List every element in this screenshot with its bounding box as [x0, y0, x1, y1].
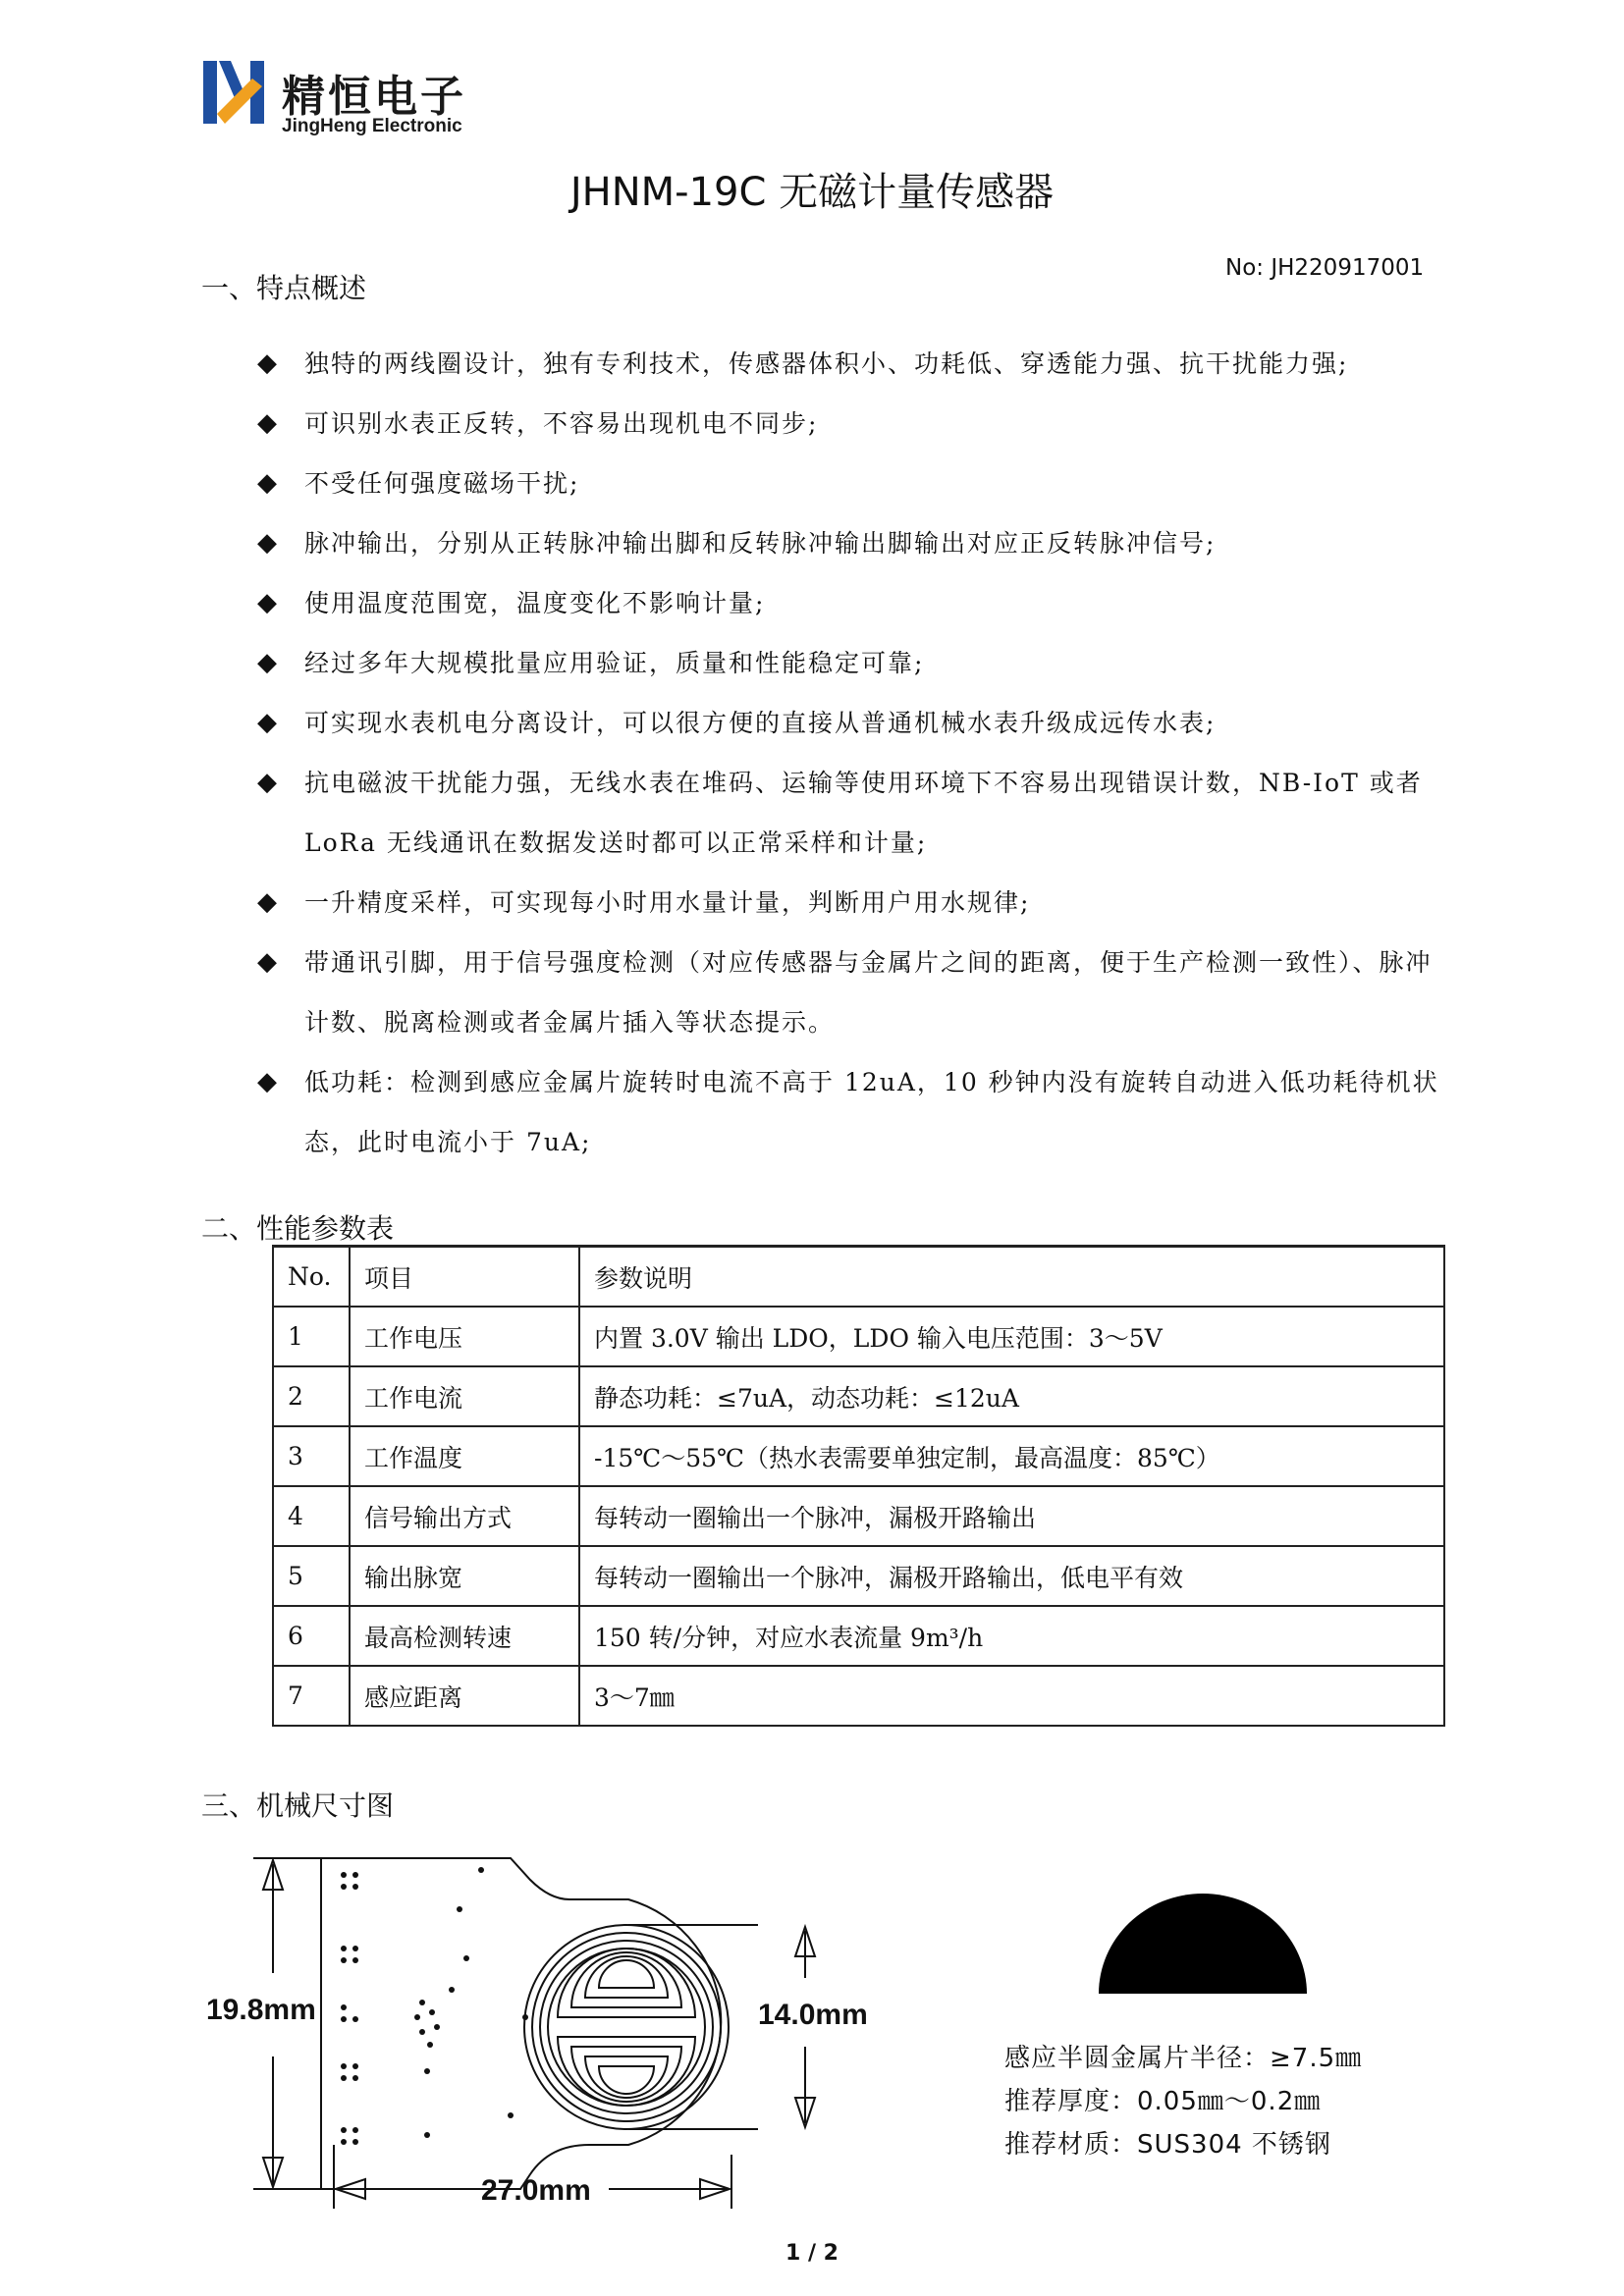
diamond-bullet-icon: ◆: [257, 887, 279, 917]
diamond-bullet-icon: ◆: [257, 947, 279, 977]
table-cell: 150 转/分钟，对应水表流量 9m³/h: [579, 1606, 1444, 1666]
feature-item: ◆ 可实现水表机电分离设计，可以很方便的直接从普通机械水表升级成远传水表;: [257, 693, 1445, 753]
diamond-bullet-icon: ◆: [257, 648, 279, 677]
table-header-cell: 项目: [350, 1247, 579, 1308]
metal-sheet-specs: [1004, 2037, 1362, 2166]
feature-item: ◆ 可识别水表正反转，不容易出现机电不同步;: [257, 394, 1445, 454]
feature-item: ◆ 一升精度采样，可实现每小时用水量计量，判断用户用水规律;: [257, 873, 1445, 933]
table-cell: 最高检测转速: [350, 1606, 579, 1666]
spec-thickness: 推荐厚度：0.05㎜～0.2㎜: [1004, 2087, 1322, 2116]
table-cell: 感应距离: [350, 1666, 579, 1726]
diamond-bullet-icon: ◆: [257, 1067, 279, 1096]
table-header-cell: No.: [273, 1247, 350, 1308]
spec-material: 推荐材质：SUS304 不锈钢: [1004, 2130, 1331, 2160]
feature-item: ◆ 不受任何强度磁场干扰;: [257, 454, 1445, 513]
dimension-height-label: 19.8mm: [206, 1994, 316, 2026]
diamond-bullet-icon: ◆: [257, 408, 279, 438]
feature-item: ◆ 抗电磁波干扰能力强，无线水表在堆码、运输等使用环境下不容易出现错误计数，NB-IoT 或者 LoRa 无线通讯在数据发送时都可以正常采样和计量;: [257, 753, 1445, 873]
table-header-row: [273, 1247, 1444, 1308]
feature-item: ◆ 低功耗：检测到感应金属片旋转时电流不高于 12uA，10 秒钟内没有旋转自动进入低功耗待机状态，此时电流小于 7uA;: [257, 1052, 1445, 1172]
table-cell: -15℃～55℃（热水表需要单独定制，最高温度：85℃）: [579, 1426, 1444, 1486]
diamond-bullet-icon: ◆: [257, 468, 279, 498]
table-cell: 静态功耗：≤7uA，动态功耗：≤12uA: [579, 1366, 1444, 1426]
diamond-bullet-icon: ◆: [257, 348, 279, 378]
table-row: [273, 1307, 1444, 1366]
dimension-width-label: 27.0mm: [481, 2174, 591, 2207]
table-cell: 工作电压: [350, 1307, 579, 1366]
company-name-en: JingHeng Electronic: [282, 116, 462, 136]
table-row: [273, 1546, 1444, 1606]
dimension-coil-label: 14.0mm: [758, 1999, 868, 2031]
mechanical-drawing: [196, 1850, 943, 2223]
table-cell: 7: [273, 1666, 350, 1726]
table-cell: 每转动一圈输出一个脉冲，漏极开路输出，低电平有效: [579, 1546, 1444, 1606]
diamond-bullet-icon: ◆: [257, 768, 279, 797]
table-cell: 工作温度: [350, 1426, 579, 1486]
table-cell: 3～7㎜: [579, 1666, 1444, 1726]
half-circle-metal-sheet: [1095, 1890, 1311, 1998]
page-number: 1 / 2: [785, 2241, 839, 2266]
diamond-bullet-icon: ◆: [257, 528, 279, 558]
document-title: JHNM-19C 无磁计量传感器: [569, 170, 1055, 215]
table-cell: 4: [273, 1486, 350, 1546]
feature-item: ◆ 带通讯引脚，用于信号强度检测（对应传感器与金属片之间的距离，便于生产检测一致性）、脉冲计数、脱离检测或者金属片插入等状态提示。: [257, 933, 1445, 1052]
feature-list: [257, 334, 1445, 1172]
table-cell: 每转动一圈输出一个脉冲，漏极开路输出: [579, 1486, 1444, 1546]
spec-radius: 感应半圆金属片半径：≥7.5㎜: [1004, 2044, 1363, 2073]
feature-item: ◆ 独特的两线圈设计，独有专利技术，传感器体积小、功耗低、穿透能力强、抗干扰能力强;: [257, 334, 1445, 394]
via-holes: [341, 1867, 528, 2145]
feature-item: ◆ 使用温度范围宽，温度变化不影响计量;: [257, 573, 1445, 633]
table-row: [273, 1426, 1444, 1486]
section-heading-mechanical: 三、机械尺寸图: [201, 1789, 395, 1822]
diamond-bullet-icon: ◆: [257, 708, 279, 737]
table-cell: 3: [273, 1426, 350, 1486]
table-cell: 工作电流: [350, 1366, 579, 1426]
document-number: No: JH220917001: [1225, 255, 1425, 281]
table-cell: 6: [273, 1606, 350, 1666]
section-heading-features: 一、特点概述: [201, 272, 367, 304]
table-row: [273, 1486, 1444, 1546]
parameter-table: [272, 1245, 1445, 1727]
table-cell: 1: [273, 1307, 350, 1366]
table-cell: 2: [273, 1366, 350, 1426]
table-cell: 信号输出方式: [350, 1486, 579, 1546]
diamond-bullet-icon: ◆: [257, 588, 279, 617]
table-row: [273, 1606, 1444, 1666]
table-row: [273, 1666, 1444, 1726]
feature-item: ◆ 经过多年大规模批量应用验证，质量和性能稳定可靠;: [257, 633, 1445, 693]
company-name-cn: 精恒电子: [282, 72, 466, 122]
table-cell: 输出脉宽: [350, 1546, 579, 1606]
pcb-outline: [321, 1858, 721, 2189]
sensor-coil: [524, 1925, 729, 2129]
table-cell: 5: [273, 1546, 350, 1606]
table-header-cell: 参数说明: [579, 1247, 1444, 1308]
company-logo: [201, 59, 486, 137]
table-cell: 内置 3.0V 输出 LDO，LDO 输入电压范围：3～5V: [579, 1307, 1444, 1366]
feature-item: ◆ 脉冲输出，分别从正转脉冲输出脚和反转脉冲输出脚输出对应正反转脉冲信号;: [257, 513, 1445, 573]
section-heading-params: 二、性能参数表: [201, 1212, 395, 1245]
table-row: [273, 1366, 1444, 1426]
logo-mark-icon: [201, 59, 270, 126]
